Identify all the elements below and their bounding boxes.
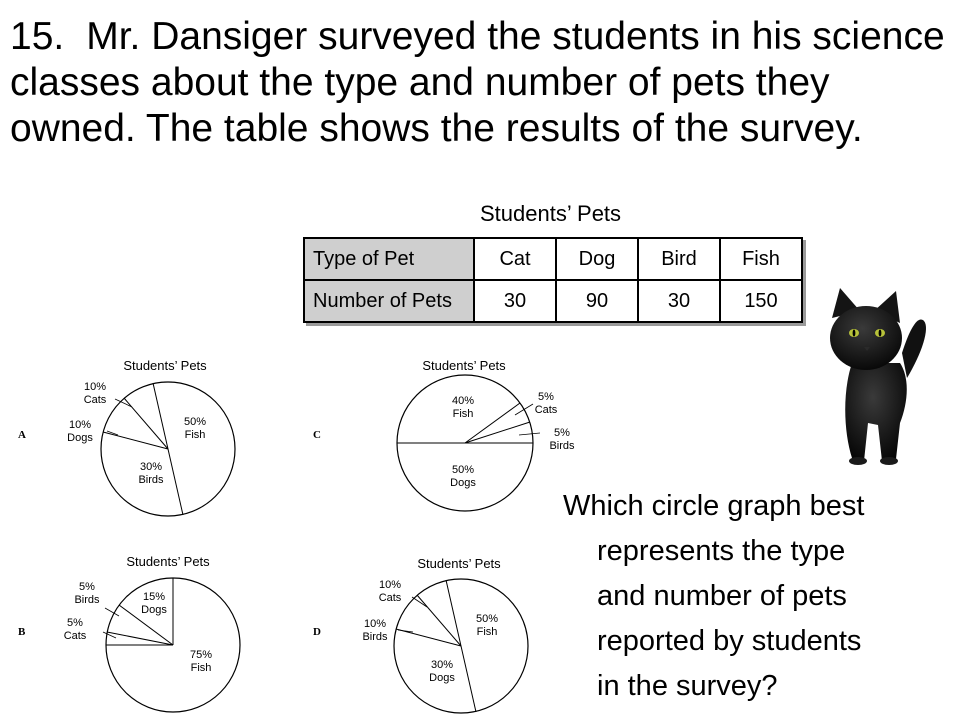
option-letter-b: B	[18, 626, 26, 638]
prompt-line: reported by students	[597, 625, 862, 657]
pie-label: 10%	[68, 419, 92, 431]
prompt-line: represents the type	[597, 535, 846, 567]
pie-label: Dogs	[141, 604, 167, 616]
table-row-label: Number of Pets	[304, 280, 474, 322]
pie-label: 15%	[142, 591, 166, 603]
pie-label: Birds	[138, 474, 164, 486]
table-cell: Fish	[720, 238, 802, 280]
pie-label: Fish	[190, 662, 212, 674]
pie-title: Students’ Pets	[126, 554, 210, 569]
pie-label: 50%	[451, 464, 475, 476]
pie-label: Cats	[534, 404, 558, 416]
pie-title: Students’ Pets	[123, 358, 207, 373]
table-cell: 30	[638, 280, 720, 322]
pie-chart-d	[350, 552, 550, 717]
black-cat-image	[812, 283, 947, 468]
table-cell: Dog	[556, 238, 638, 280]
pie-chart-a	[55, 352, 245, 522]
question-number: 15.	[10, 15, 65, 58]
pie-label: 5%	[67, 617, 83, 629]
pie-label: 10%	[83, 381, 107, 393]
question-body: Mr. Dansiger surveyed the students in his science classes about the type and number of pets they owned. The table shows the results of the survey.	[10, 15, 945, 150]
table-header-label: Type of Pet	[304, 238, 474, 280]
pie-label: Cats	[63, 630, 87, 642]
pie-label: Dogs	[450, 477, 476, 489]
pie-label: 75%	[189, 649, 213, 661]
pie-label: 5%	[554, 427, 570, 439]
pie-label: Dogs	[67, 432, 93, 444]
prompt-line: in the survey?	[597, 670, 778, 702]
pie-label: 40%	[451, 395, 475, 407]
pie-label: Cats	[83, 394, 107, 406]
pie-title: Students’ Pets	[422, 358, 506, 373]
pie-label: 50%	[475, 613, 499, 625]
option-letter-c: C	[313, 429, 321, 441]
pie-label: Fish	[184, 429, 206, 441]
table-row	[304, 238, 802, 280]
pie-label: Birds	[74, 594, 100, 606]
option-letter-d: D	[313, 626, 321, 638]
table-cell: Cat	[474, 238, 556, 280]
table-row	[304, 280, 802, 322]
question-text	[10, 14, 955, 152]
pie-label: Fish	[476, 626, 498, 638]
pie-label: Birds	[362, 631, 388, 643]
pie-chart-c	[385, 352, 585, 522]
pie-label: Birds	[549, 440, 575, 452]
pie-label: 10%	[363, 618, 387, 630]
table-cell: 90	[556, 280, 638, 322]
pie-label: Fish	[452, 408, 474, 420]
pie-label: 50%	[183, 416, 207, 428]
table-cell: 150	[720, 280, 802, 322]
table-cell: 30	[474, 280, 556, 322]
pie-label: Cats	[378, 592, 402, 604]
question-prompt	[563, 484, 955, 709]
pie-label: 30%	[139, 461, 163, 473]
pie-label: Dogs	[429, 672, 455, 684]
table-title: Students’ Pets	[480, 201, 622, 226]
table-cell: Bird	[638, 238, 720, 280]
pie-chart-b	[55, 550, 245, 715]
pie-label: 5%	[79, 581, 95, 593]
pets-table	[303, 237, 803, 323]
prompt-line: Which circle graph best	[563, 490, 865, 522]
pie-label: 30%	[430, 659, 454, 671]
pie-label: 10%	[378, 579, 402, 591]
prompt-line: and number of pets	[597, 580, 847, 612]
pie-title: Students’ Pets	[417, 556, 501, 571]
option-letter-a: A	[18, 429, 26, 441]
pie-label: 5%	[538, 391, 554, 403]
